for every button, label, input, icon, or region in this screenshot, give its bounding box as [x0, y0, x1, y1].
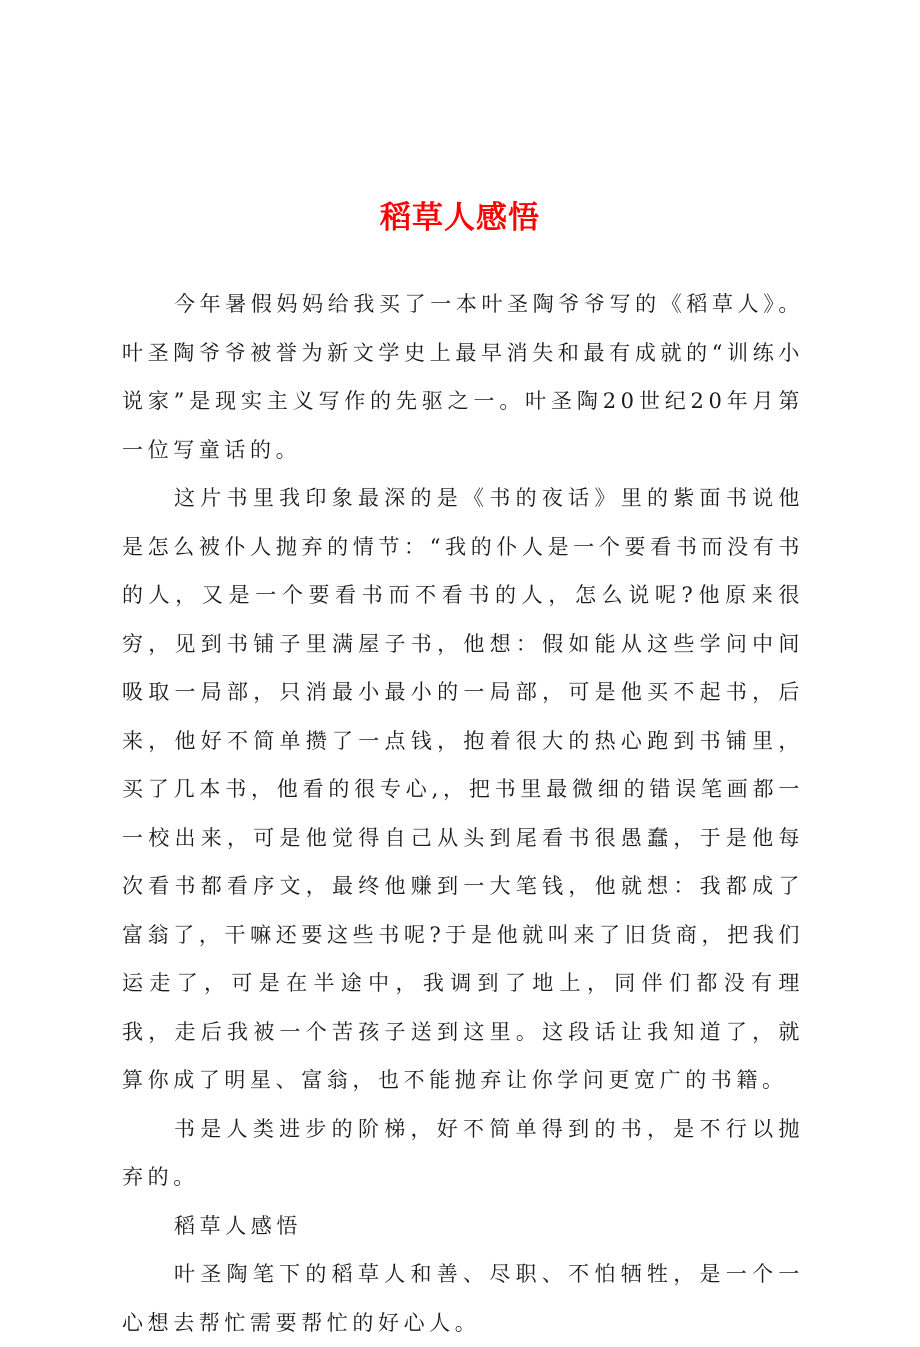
paragraph-subheading: 稻草人感悟	[174, 1213, 302, 1238]
document-body	[122, 280, 804, 1347]
paragraph-scarecrow: 叶圣陶笔下的稻草人和善、尽职、不怕牺牲，是一个一心想去帮忙需要帮忙的好心人。	[122, 1262, 804, 1335]
paragraph-intro: 今年暑假妈妈给我买了一本叶圣陶爷爷写的《稻草人》。叶圣陶爷爷被誉为新文学史上最早消失和最有成就的“训练小说家”是现实主义写作的先驱之一。叶圣陶20世纪20年月第一位写童话的。	[122, 292, 804, 462]
paragraph-books-ladder: 书是人类进步的阶梯，好不简单得到的书，是不行以抛弃的。	[122, 1116, 804, 1189]
document-title: 稻草人感悟	[380, 200, 540, 236]
paragraph-book-night-talk: 这片书里我印象最深的是《书的夜话》里的紫面书说他是怎么被仆人抛弃的情节：“我的仆人是一个要看书而没有书的人，又是一个要看书而不看书的人，怎么说呢?他原来很穷，见到书铺子里满屋子书，他想：假如能从这些学问中间吸取一局部，只消最小最小的一局部，可是他买不起书，后来，他好不简单攒了一点钱，抱着很大的热心跑到书铺里，买了几本书，他看的很专心,，把书里最微细的错误笔画都一一校出来，可是他觉得自己从头到尾看书很愚蠢，于是他每次看书都看序文，最终他赚到一大笔钱，他就想：我都成了富翁了，干嘛还要这些书呢?于是他就叫来了旧货商，把我们运走了，可是在半途中，我调到了地上，同伴们都没有理我，走后我被一个苦孩子送到这里。这段话让我知道了，就算你成了明星、富翁，也不能抛弃让你学问更宽广的书籍。	[122, 486, 804, 1092]
